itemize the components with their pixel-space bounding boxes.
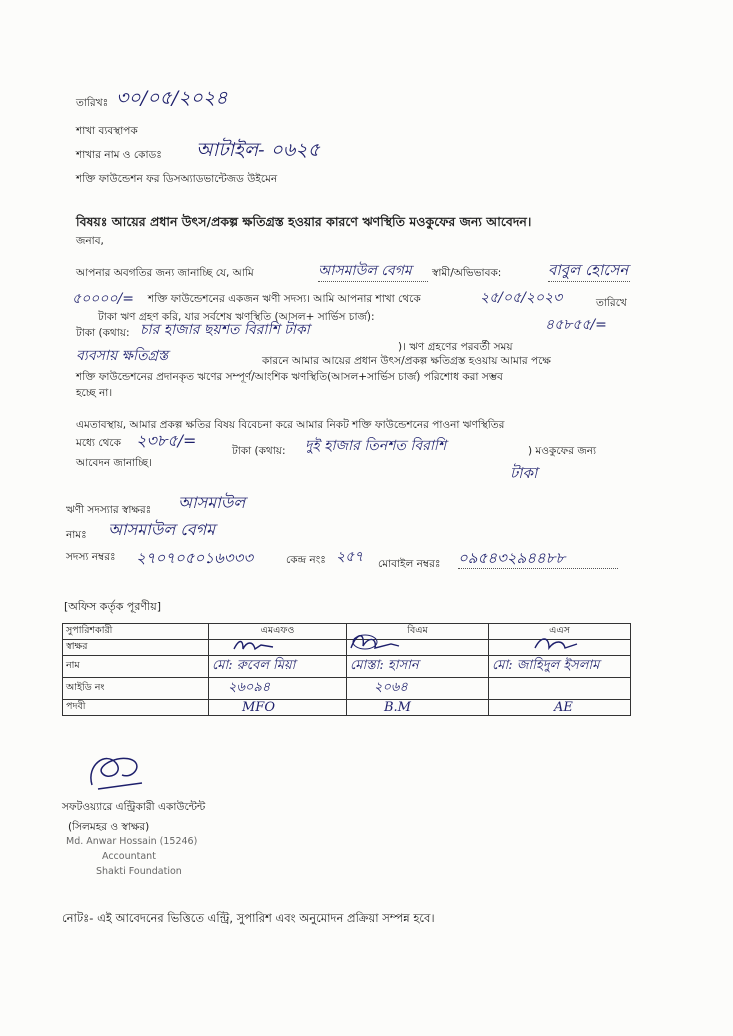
table-row — [63, 656, 631, 678]
bm-designation: B.M — [384, 700, 411, 715]
mobile-label: মোবাইল নম্বরঃ — [378, 558, 441, 570]
para2-line3: আবেদন জানাচ্ছি। — [76, 457, 152, 469]
bm-id: ২০৬৪ — [374, 680, 408, 695]
date-label: তারিখঃ — [76, 97, 109, 109]
table-row — [63, 678, 631, 700]
loan-amount-hw: ৫০০০০/= — [72, 291, 134, 307]
stamp-line-1: Md. Anwar Hossain (15246) — [66, 836, 198, 847]
loan-date-hw: ২৫/০৫/২০২৩ — [480, 290, 563, 306]
para2-line2-b: টাকা (কথায়: — [232, 445, 286, 457]
row-label: নাম — [63, 656, 209, 678]
guardian-hw: বাবুল হোসেন — [548, 261, 629, 279]
para2-taka-hw: টাকা — [510, 464, 538, 482]
row-label: আইডি নং — [63, 678, 209, 700]
balance-hw: ৪৫৮৫৫/= — [545, 317, 607, 333]
branch-label: শাখার নাম ও কোডঃ — [76, 149, 162, 161]
footer-note: নোটঃ- এই আবেদনের ভিত্তিতে এন্ট্রি, সুপারিশ এবং অনুমোদন প্রক্রিয়া সম্পন্ন হবে। — [62, 911, 435, 925]
member-signature: আসমাউল — [178, 493, 246, 512]
header-cell: এমএফও — [209, 624, 347, 640]
stamp-line-3: Shakti Foundation — [96, 866, 182, 877]
table-row — [63, 700, 631, 716]
center-value: ২৫৭ — [336, 549, 364, 565]
table-row — [63, 640, 631, 656]
dotline — [548, 281, 630, 282]
cause-hw: ব্যবসায় ক্ষতিগ্রস্ত — [76, 348, 169, 364]
member-sig-label: ঋণী সদস্যার স্বাক্ষরঃ — [66, 504, 152, 516]
mfo-id: ২৬০৯৪ — [228, 680, 271, 695]
stamp-line-2: Accountant — [102, 851, 156, 862]
member-name-label: নামঃ — [66, 529, 87, 541]
signature-mark — [529, 634, 599, 654]
para1-line4-b: )। ঋণ গ্রহণের পরবর্তী সময় — [398, 341, 513, 353]
para2-line1: এমতাবস্থায়, আমার প্রকল্প ক্ষতির বিষয় বিবেচনা করে আমার নিকট শক্তি ফাউন্ডেশনের পাওনা ঋণস্থিতির — [76, 419, 505, 431]
signature-mark — [231, 637, 291, 653]
accountant-signature — [82, 745, 152, 795]
header-cell: বিএম — [347, 624, 489, 640]
para1-line2-b: তারিখে — [596, 297, 627, 309]
subject: বিষয়ঃ আয়ের প্রধান উৎস/প্রকল্প ক্ষতিগ্রস্ত হওয়ার কারণে ঋণস্থিতি মওকুফের জন্য আবেদন। — [76, 214, 532, 229]
para2-line2-a: মধ্যে থেকে — [76, 437, 121, 449]
date-value: ৩০/০৫/২০২৪ — [116, 87, 228, 109]
para1-line4-a: টাকা (কথায়: — [76, 327, 130, 339]
accountant-title: সফটওয়্যারে এন্ট্রিকারী একাউন্টেন্ট — [62, 801, 206, 813]
signature-mark — [347, 632, 417, 654]
para1-line6: শক্তি ফাউন্ডেশনের প্রদানকৃত ঋণের সম্পূর্ণ/আংশিক ঋণস্থিতি(আসল+সার্ভিস চার্জ) পরিশোধ করা সম্ভব — [76, 371, 503, 383]
para1-line2-a: শক্তি ফাউন্ডেশনের একজন ঋণী সদস্য। আমি আপনার শাখা থেকে — [148, 293, 421, 305]
signature-cell — [347, 640, 489, 656]
salutation: জনাব, — [76, 235, 104, 247]
member-no-value: ২৭০৭০৫০১৬৩৩৩ — [136, 549, 253, 567]
balance-words-hw: চার হাজার ছয়শত বিরাশি টাকা — [140, 322, 310, 338]
row-label: পদবী — [63, 700, 209, 716]
header-cell: সুপারিশকারী — [63, 624, 209, 640]
signature-cell — [489, 640, 631, 656]
org-line: শক্তি ফাউন্ডেশন ফর ডিসঅ্যাডভান্টেজড উইমেন — [76, 173, 278, 185]
para1-line1-a: আপনার অবগতির জন্য জানাচ্ছি যে, আমি — [76, 267, 254, 279]
member-name-hw: আসমাউল বেগম — [318, 263, 412, 279]
mobile-value: ০৯৫৪৩২৯৪৪৮৮ — [458, 549, 566, 567]
waive-amount-hw: ২৩৮৫/= — [136, 431, 197, 450]
accountant-sub: (সিলমহর ও স্বাক্ষর) — [68, 821, 150, 833]
para1-line3-a: টাকা ঋণ গ্রহণ করি, যার সর্বশেষ ঋণস্থিতি (আসল+ সার্ভিস চার্জ): — [98, 311, 375, 323]
dotline — [318, 281, 428, 282]
bm-name: মোস্তা: হাসান — [350, 658, 419, 673]
member-no-label: সদস্য নম্বরঃ — [66, 551, 116, 563]
para1-line1-b: স্বামী/অভিভাবক: — [432, 267, 502, 279]
dotline — [458, 568, 618, 569]
waive-words-hw: দুই হাজার তিনশত বিরাশি — [305, 438, 447, 454]
member-name-value: আসমাউল বেগম — [108, 520, 215, 539]
para1-line5-a: কারনে আমার আয়ের প্রধান উৎস/প্রকল্প ক্ষতিগ্রস্ত হওয়ায় আমার পক্ষে — [262, 355, 551, 367]
signature-cell — [209, 640, 347, 656]
office-title: [অফিস কর্তৃক পূরণীয়] — [64, 600, 161, 613]
para1-line7: হচ্ছে না। — [76, 387, 113, 399]
para2-line2-c: ) মওকুফের জন্য — [528, 445, 597, 457]
office-table — [62, 623, 631, 716]
row-label: স্বাক্ষর — [63, 640, 209, 656]
branch-value: আটাইল- ০৬২৫ — [196, 139, 320, 161]
center-label: কেন্দ্র নংঃ — [286, 554, 326, 566]
manager-line: শাখা ব্যবস্থাপক — [76, 125, 138, 137]
header-cell: এএস — [489, 624, 631, 640]
mfo-designation: MFO — [242, 700, 275, 715]
as-name: মো: জাহিদুল ইসলাম — [492, 658, 600, 673]
mfo-name: মো: রুবেল মিয়া — [212, 658, 296, 673]
as-designation: AE — [554, 700, 573, 715]
